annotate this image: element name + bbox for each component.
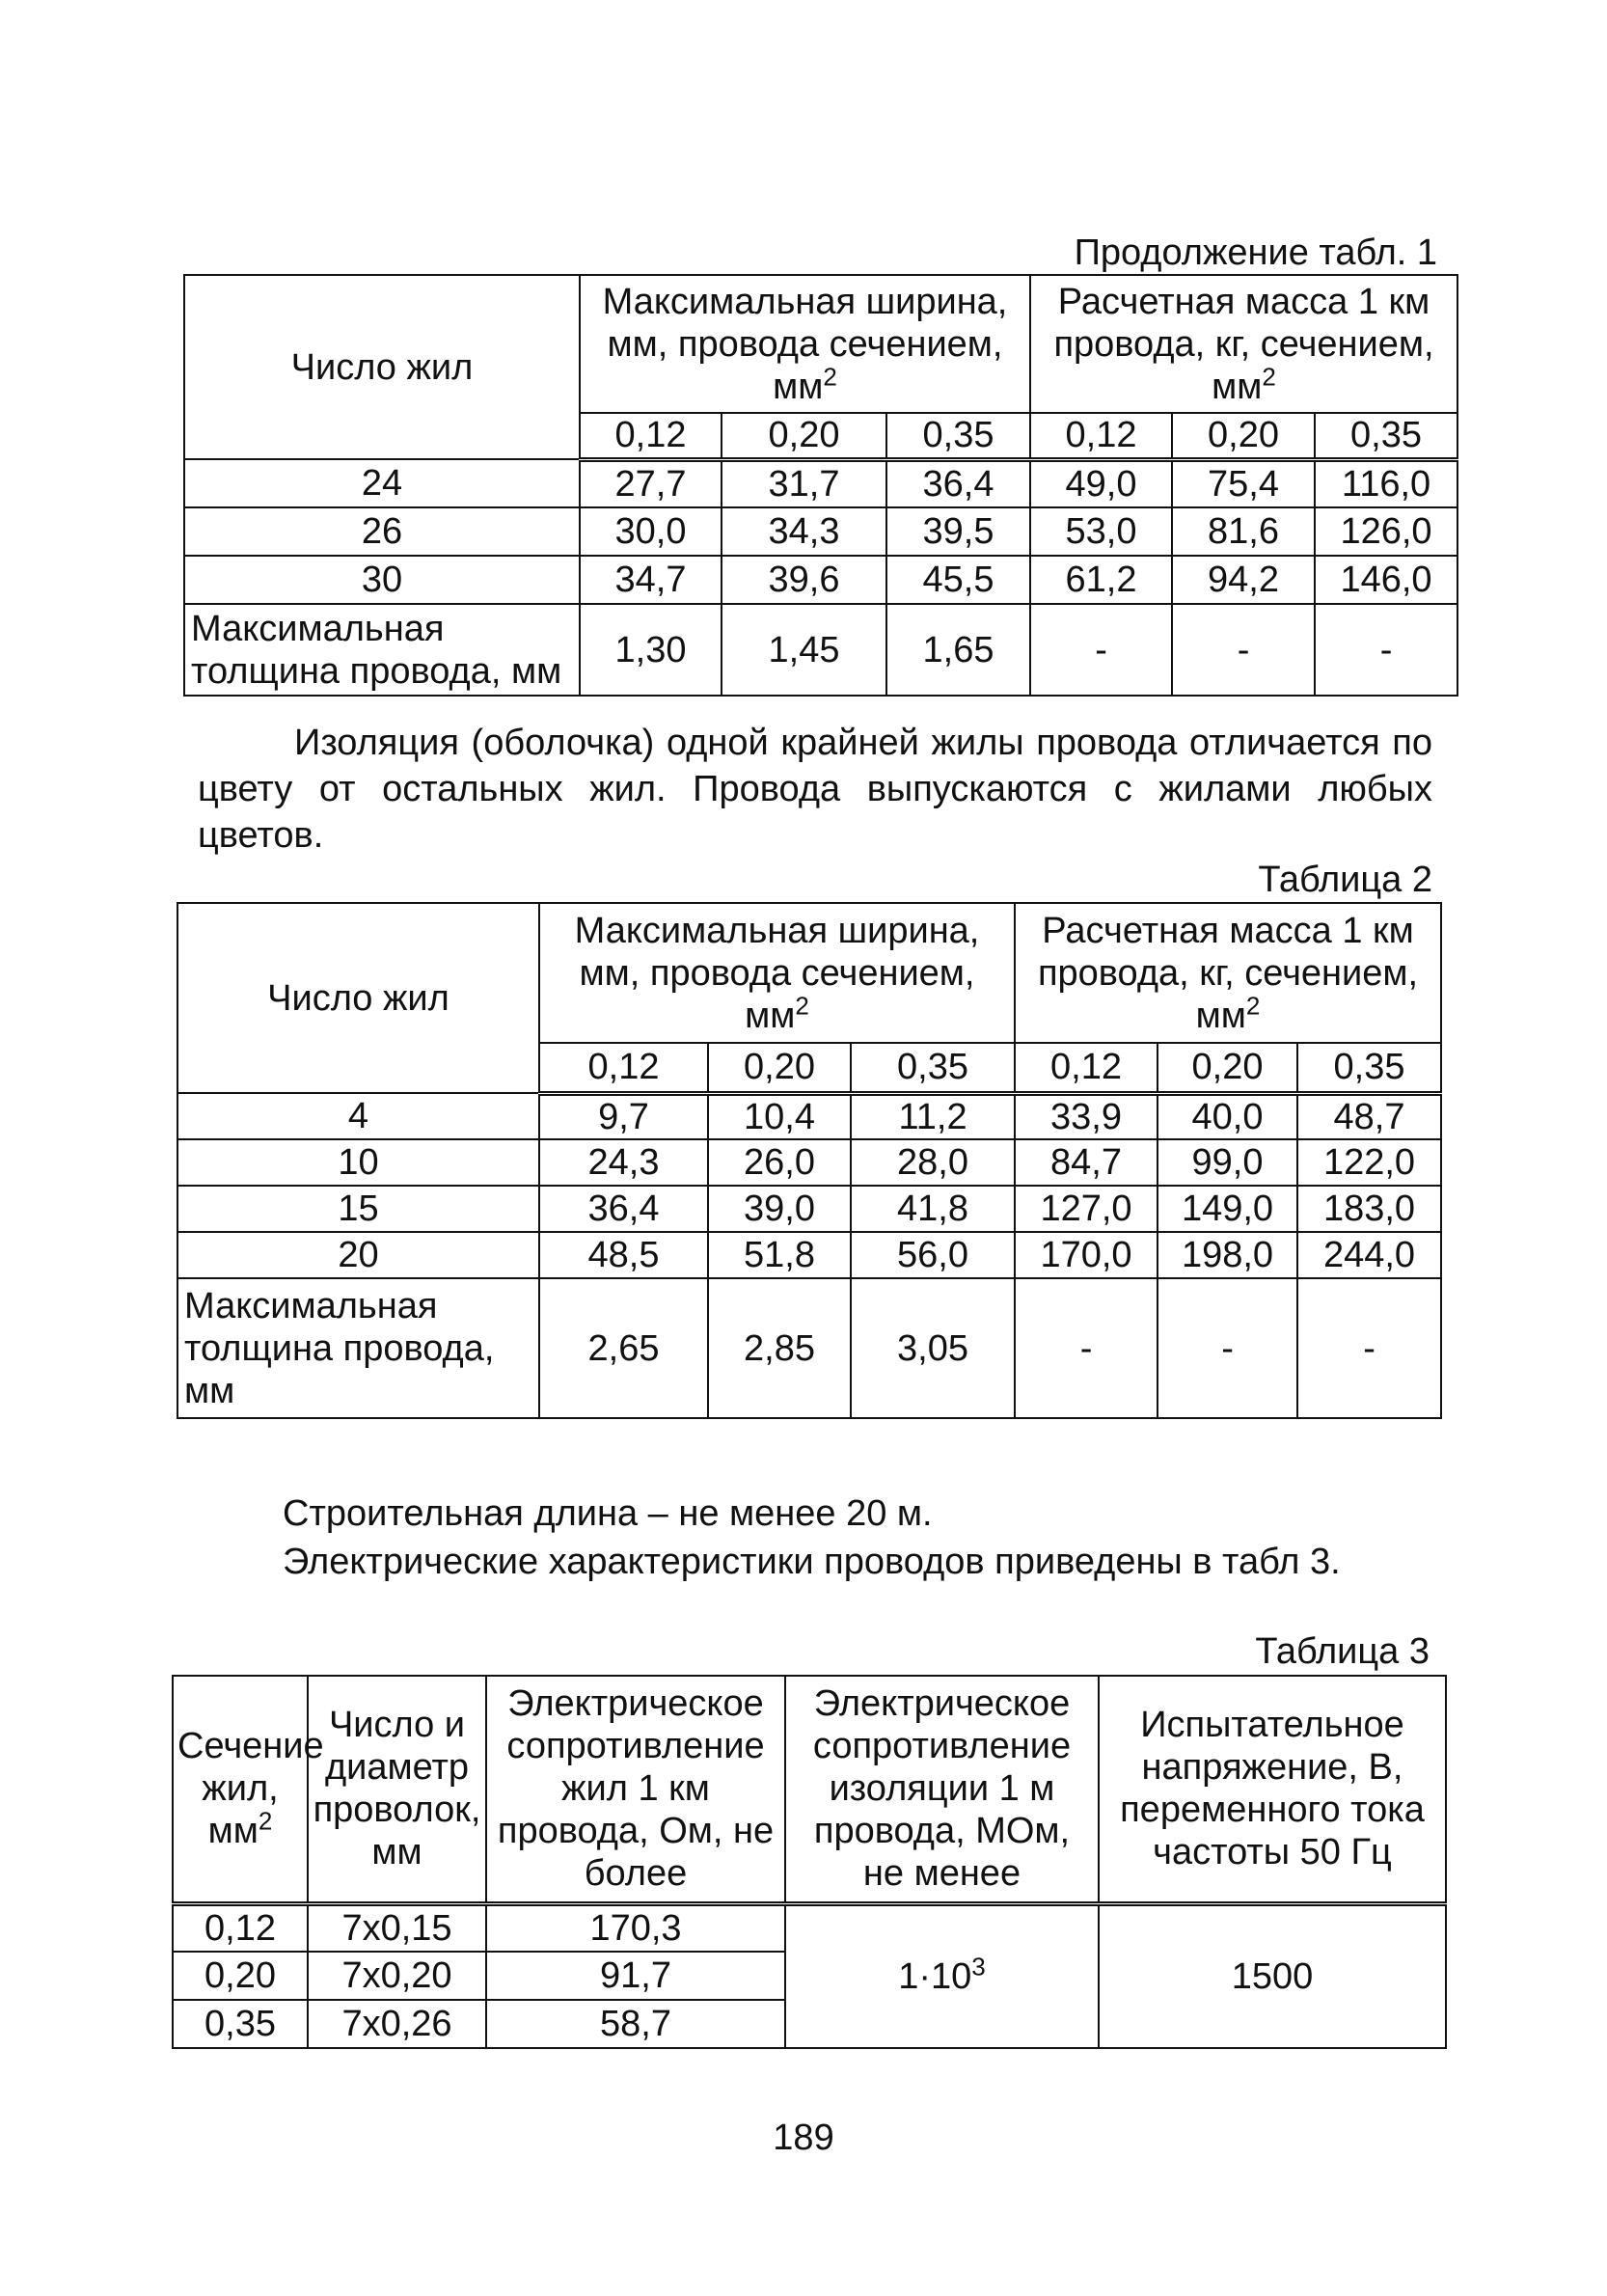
table1-cell: 24 [184, 459, 580, 507]
table1-section: 0,20 [1172, 413, 1315, 459]
table1-cell: - [1030, 604, 1172, 696]
table2-cell: 40,0 [1158, 1093, 1297, 1139]
table1-cell: 61,2 [1030, 556, 1172, 604]
table1-cell: 81,6 [1172, 507, 1315, 556]
table2-cell: 122,0 [1297, 1139, 1441, 1186]
table1-header-mass: Расчетная масса 1 км провода, кг, сечением, $мм^2$ [1030, 275, 1457, 413]
table2-cell: 36,4 [539, 1186, 708, 1232]
table3-cell: 7х0,20 [308, 1952, 486, 2000]
table2 [177, 902, 1442, 1419]
table3-voltage-value: 1500 [1099, 1903, 1446, 2048]
table1-cell: - [1172, 604, 1315, 696]
table2-cell: 48,5 [539, 1232, 708, 1278]
table2-cell: 84,7 [1015, 1139, 1158, 1186]
table-row [184, 459, 1457, 507]
table1-thickness-label: Максимальная толщина провода, мм [184, 604, 580, 696]
table2-cell: - [1158, 1278, 1297, 1418]
table2-cell: 26,0 [708, 1139, 851, 1186]
table-row [177, 1278, 1441, 1418]
table3-insulation-value: $1\cdot 10^3$ [785, 1903, 1099, 2048]
paragraph-electrical: Электрические характеристики проводов приведены в табл 3. [283, 1542, 1341, 1582]
table2-cell: - [1297, 1278, 1441, 1418]
table2-cell: 20 [177, 1232, 539, 1278]
table1-cell: 1,65 [886, 604, 1030, 696]
table2-cell: 4 [177, 1093, 539, 1139]
table1-section: 0,12 [580, 413, 722, 459]
table2-cell: 28,0 [851, 1139, 1015, 1186]
table2-cell: 2,85 [708, 1278, 851, 1418]
table2-cell: 2,65 [539, 1278, 708, 1418]
table1 [183, 274, 1458, 697]
table1-cell: 49,0 [1030, 459, 1172, 507]
table2-cell: 11,2 [851, 1093, 1015, 1139]
page-number: 189 [773, 2118, 834, 2158]
table3-cell: 58,7 [486, 2000, 785, 2048]
table2-section: 0,12 [1015, 1043, 1158, 1093]
table3-cell: 7х0,26 [308, 2000, 486, 2048]
table2-cell: 10 [177, 1139, 539, 1186]
table3-header-wires: Число и диаметр проволок, мм [308, 1676, 486, 1903]
table1-cell: 36,4 [886, 459, 1030, 507]
table3-cell: 7х0,15 [308, 1903, 486, 1952]
table-row [177, 1093, 1441, 1139]
table1-header-width: Максимальная ширина, мм, провода сечением, $мм^2$ [580, 275, 1030, 413]
table1-cell: 39,5 [886, 507, 1030, 556]
table2-cell: - [1015, 1278, 1158, 1418]
table3-cell: 0,35 [173, 2000, 308, 2048]
table1-section: 0,35 [886, 413, 1030, 459]
table3-header-section: Сечение жил, $мм^2$ [173, 1676, 308, 1903]
table3-header-voltage: Испытательное напряжение, В, переменного тока частоты 50 Гц [1099, 1676, 1446, 1903]
table2-caption: Таблица 2 [1258, 860, 1432, 900]
table3-cell: 91,7 [486, 1952, 785, 2000]
table1-cell: 94,2 [1172, 556, 1315, 604]
table-row [177, 1186, 1441, 1232]
table1-cell: 126,0 [1315, 507, 1457, 556]
table3-caption: Таблица 3 [1255, 1631, 1430, 1672]
table1-cell: 34,3 [722, 507, 886, 556]
table1-cell: 30,0 [580, 507, 722, 556]
table1-cell: 30 [184, 556, 580, 604]
table-row [184, 507, 1457, 556]
table2-cell: 33,9 [1015, 1093, 1158, 1139]
table2-cell: 198,0 [1158, 1232, 1297, 1278]
table1-cell: 1,30 [580, 604, 722, 696]
table2-cell: 9,7 [539, 1093, 708, 1139]
table2-thickness-label: Максимальная толщина провода, мм [177, 1278, 539, 1418]
table2-cell: 183,0 [1297, 1186, 1441, 1232]
table2-header-width: Максимальная ширина, мм, провода сечением, $мм^2$ [539, 903, 1015, 1043]
table2-cell: 39,0 [708, 1186, 851, 1232]
table2-cell: 15 [177, 1186, 539, 1232]
table3-header-insulation: Электрическое сопротивление изоляции 1 м провода, МОм, не менее [785, 1676, 1099, 1903]
table2-cell: 149,0 [1158, 1186, 1297, 1232]
table1-cell: 1,45 [722, 604, 886, 696]
table1-cell: 39,6 [722, 556, 886, 604]
table2-cell: 170,0 [1015, 1232, 1158, 1278]
table2-cell: 244,0 [1297, 1232, 1441, 1278]
table1-cell: 34,7 [580, 556, 722, 604]
table2-cell: 3,05 [851, 1278, 1015, 1418]
table2-cell: 127,0 [1015, 1186, 1158, 1232]
table-row [184, 604, 1457, 696]
table2-section: 0,35 [1297, 1043, 1441, 1093]
table-row [184, 556, 1457, 604]
table2-section: 0,20 [708, 1043, 851, 1093]
table1-cell: 75,4 [1172, 459, 1315, 507]
table1-cell: 27,7 [580, 459, 722, 507]
table2-cell: 56,0 [851, 1232, 1015, 1278]
table2-header-cores: Число жил [177, 903, 539, 1093]
table1-cell: 26 [184, 507, 580, 556]
table1-cell: 53,0 [1030, 507, 1172, 556]
table2-cell: 51,8 [708, 1232, 851, 1278]
table2-cell: 48,7 [1297, 1093, 1441, 1139]
table2-cell: 10,4 [708, 1093, 851, 1139]
table3 [172, 1675, 1447, 2049]
table3-cell: 0,20 [173, 1952, 308, 2000]
table3-header-resistance: Электрическое сопротивление жил 1 км провода, Ом, не более [486, 1676, 785, 1903]
table2-header-mass: Расчетная масса 1 км провода, кг, сечением, $мм^2$ [1015, 903, 1441, 1043]
table1-header-cores: Число жил [184, 275, 580, 459]
table2-section: 0,35 [851, 1043, 1015, 1093]
table2-cell: 99,0 [1158, 1139, 1297, 1186]
table1-cell: 45,5 [886, 556, 1030, 604]
table3-cell: 170,3 [486, 1903, 785, 1952]
table-row [177, 1139, 1441, 1186]
table1-caption: Продолжение табл. 1 [1074, 232, 1437, 273]
table1-section: 0,20 [722, 413, 886, 459]
table1-cell: 31,7 [722, 459, 886, 507]
table2-cell: 41,8 [851, 1186, 1015, 1232]
table3-cell: 0,12 [173, 1903, 308, 1952]
table1-section: 0,12 [1030, 413, 1172, 459]
table1-cell: 146,0 [1315, 556, 1457, 604]
table1-cell: - [1315, 604, 1457, 696]
table1-section: 0,35 [1315, 413, 1457, 459]
table-row [177, 1232, 1441, 1278]
table1-cell: 116,0 [1315, 459, 1457, 507]
paragraph-length: Строительная длина – не менее 20 м. [283, 1493, 933, 1534]
table-row [173, 1903, 1446, 1952]
table2-section: 0,20 [1158, 1043, 1297, 1093]
paragraph-insulation: Изоляция (оболочка) одной крайней жилы провода отличается по цвету от остальных жил. Провода выпускаются с жилами любых цветов. [198, 723, 1432, 856]
table2-section: 0,12 [539, 1043, 708, 1093]
table2-cell: 24,3 [539, 1139, 708, 1186]
